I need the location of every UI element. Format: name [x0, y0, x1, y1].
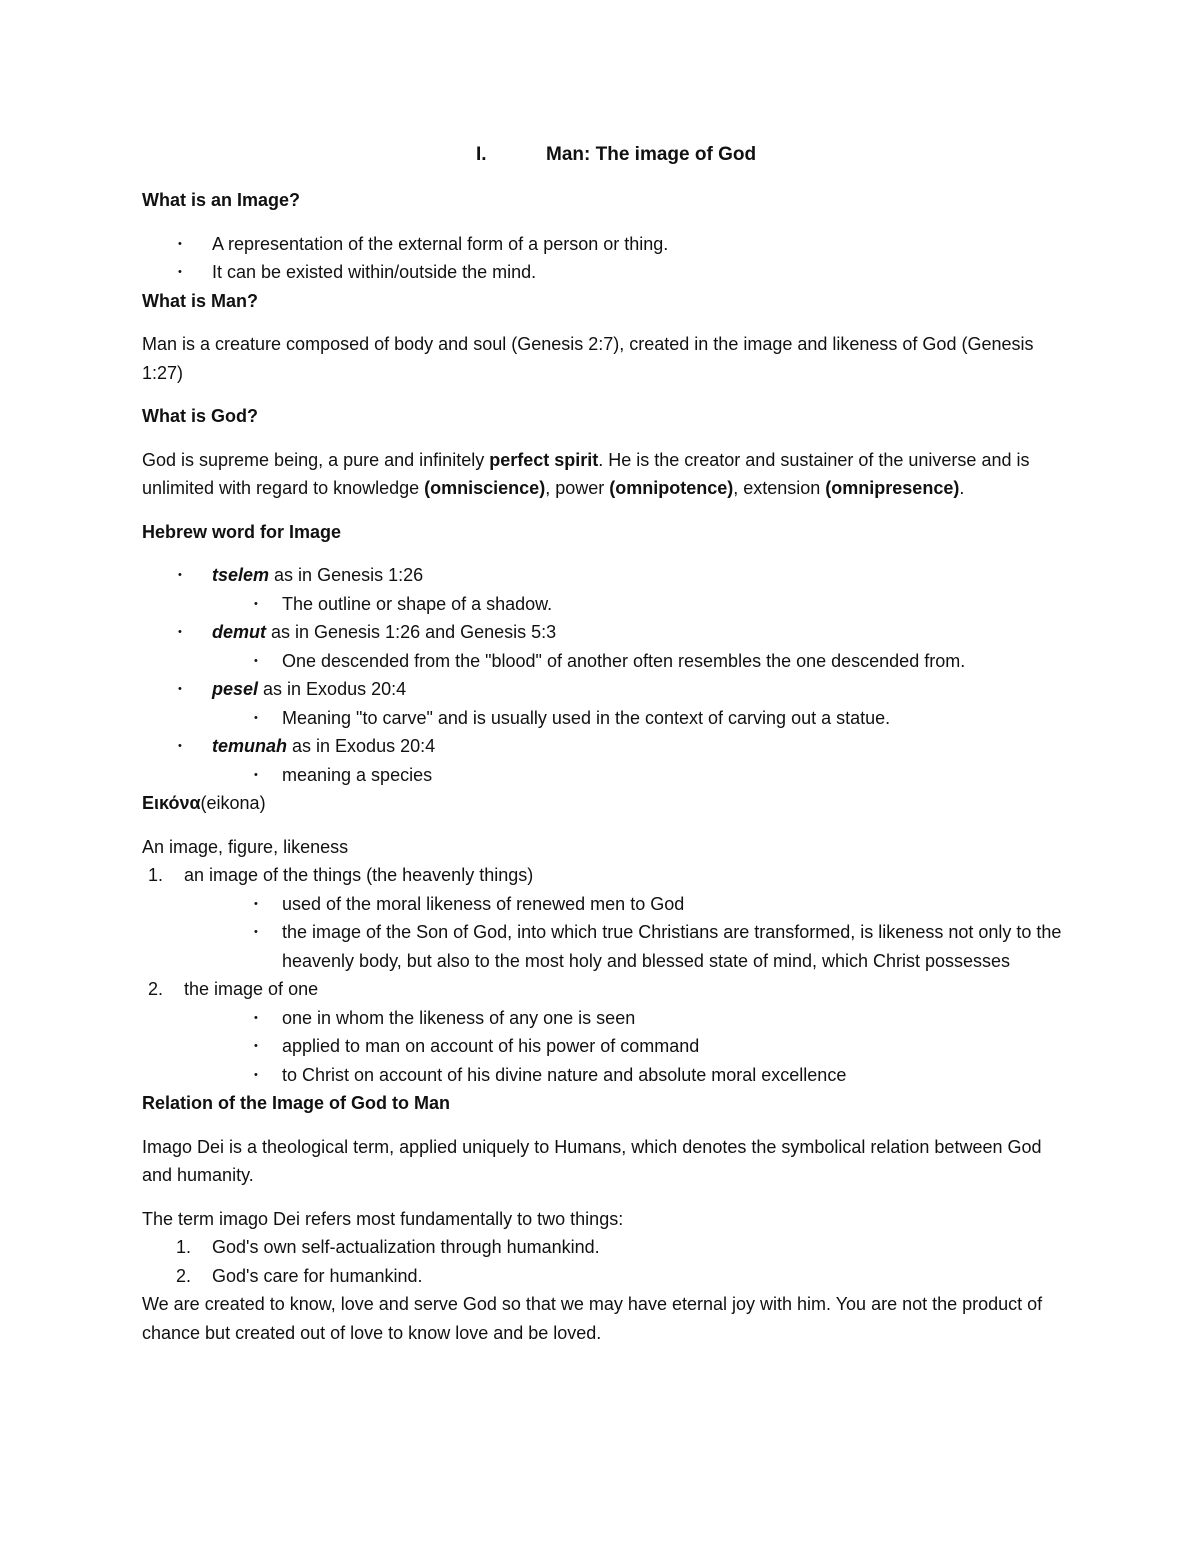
heading-what-is-god: What is God?	[142, 406, 258, 426]
bullet-icon: •	[178, 237, 182, 250]
list-item: 1. God's own self-actualization through humankind.	[176, 1237, 600, 1257]
heading-relation: Relation of the Image of God to Man	[142, 1093, 450, 1113]
bullet-icon: •	[254, 1068, 258, 1081]
list-item: • The outline or shape of a shadow.	[142, 590, 1062, 619]
list-item: • one in whom the likeness of any one is seen	[142, 1004, 1062, 1033]
bullet-icon: •	[254, 711, 258, 724]
list-item: • It can be existed within/outside the mind.	[142, 258, 1062, 287]
greek-meaning-list	[142, 861, 1062, 1089]
bullet-icon: •	[178, 626, 182, 638]
list-item: 2. the image of one	[148, 979, 319, 999]
greek-definition: An image, figure, likeness	[142, 836, 349, 857]
bullet-icon: •	[178, 683, 182, 695]
bullet-icon: •	[178, 266, 182, 278]
heading-hebrew-word: Hebrew word for Image	[142, 521, 342, 542]
list-item: • Meaning "to carve" and is usually used in the context of carving out a statue.	[142, 704, 1062, 733]
relation-paragraph-2: The term imago Dei refers most fundamentally to two things:	[142, 1208, 624, 1229]
heading-what-is-man: What is Man?	[142, 290, 258, 311]
title-text: Man: The image of God	[546, 144, 757, 165]
image-definition-list	[142, 230, 1062, 287]
list-item: • to Christ on account of his divine nature and absolute moral excellence	[142, 1061, 1062, 1090]
bullet-icon: •	[254, 768, 258, 781]
bullet-icon: •	[254, 897, 258, 910]
list-item: • the image of the Son of God, into which true Christians are transformed, is likeness not only to the heavenly body, but also to the most holy and blessed state of mind, which Christ possesses	[142, 918, 1062, 975]
heading-what-is-image: What is an Image?	[142, 190, 301, 210]
list-item: • One descended from the "blood" of another often resembles the one descended from.	[142, 647, 1062, 676]
imago-dei-list	[142, 1233, 1062, 1290]
bullet-icon: •	[254, 1011, 258, 1024]
list-item: • demut as in Genesis 1:26 and Genesis 5:3	[142, 618, 1062, 647]
list-item: • tselem as in Genesis 1:26	[142, 561, 1062, 590]
relation-paragraph-1: Imago Dei is a theological term, applied uniquely to Humans, which denotes the symbolical relation between God and humanity.	[142, 1136, 1042, 1185]
list-item: • meaning a species	[142, 761, 1062, 790]
hebrew-word-list	[142, 561, 1062, 789]
bullet-icon: •	[178, 740, 182, 752]
list-item: 2. God's care for humankind.	[176, 1265, 423, 1286]
list-item: • applied to man on account of his power of command	[142, 1032, 1062, 1061]
god-definition: God is supreme being, a pure and infinitely perfect spirit. He is the creator and sustainer of the universe and is unlimited with regard to knowledge (omniscience), power (omnipotence), extension (omnipresence).	[142, 449, 1030, 498]
list-item: • A representation of the external form of a person or thing.	[142, 230, 1062, 259]
list-item: • pesel as in Exodus 20:4	[142, 675, 1062, 704]
document-body	[142, 141, 1062, 1347]
list-item: • temunah as in Exodus 20:4	[142, 732, 1062, 761]
bullet-icon: •	[254, 654, 258, 667]
relation-paragraph-3: We are created to know, love and serve God so that we may have eternal joy with him. You are not the product of chance but created out of love to know love and be loved.	[142, 1294, 1043, 1343]
list-item: • used of the moral likeness of renewed men to God	[142, 890, 1062, 919]
page-title	[142, 141, 1062, 171]
man-definition: Man is a creature composed of body and soul (Genesis 2:7), created in the image and likeness of God (Genesis 1:27)	[142, 334, 1034, 383]
bullet-icon: •	[254, 1040, 258, 1052]
bullet-icon: •	[178, 569, 182, 581]
greek-word-heading: Εικόνα(eikona)	[142, 793, 266, 813]
title-number: I.	[476, 144, 487, 165]
bullet-icon: •	[254, 597, 258, 610]
list-item: 1. an image of the things (the heavenly things)	[148, 865, 534, 885]
bullet-icon: •	[254, 926, 258, 938]
